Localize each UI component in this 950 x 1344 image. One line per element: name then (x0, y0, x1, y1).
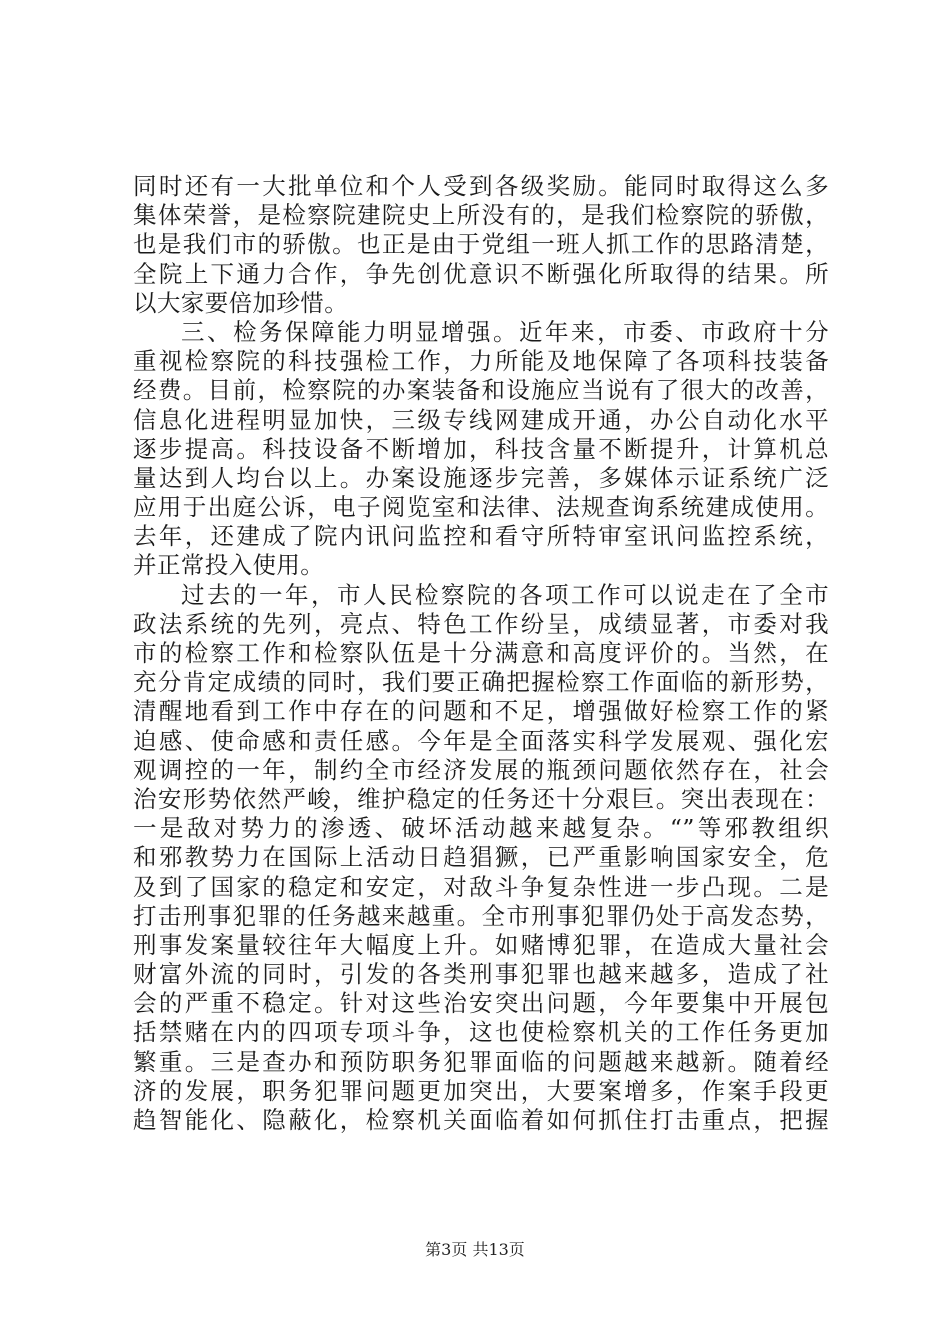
text-line: 和邪教势力在国际上活动日趋猖獗，已严重影响国家安全，危 (133, 843, 829, 872)
text-line: 趋智能化、隐蔽化，检察机关面临着如何抓住打击重点，把握 (133, 1106, 829, 1134)
text-line: 观调控的一年，制约全市经济发展的瓶颈问题依然存在，社会 (133, 755, 829, 784)
text-line: 去年，还建成了院内讯问监控和看守所特审室讯问监控系统， (133, 522, 829, 551)
text-line: 也是我们市的骄傲。也正是由于党组一班人抓工作的思路清楚， (133, 230, 829, 259)
text-line: 集体荣誉，是检察院建院史上所没有的，是我们检察院的骄傲， (133, 201, 829, 230)
text-line: 及到了国家的稳定和安定，对敌斗争复杂性进一步凸现。二是 (133, 872, 829, 901)
text-line: 信息化进程明显加快，三级专线网建成开通，办公自动化水平 (133, 405, 829, 434)
text-line: 政法系统的先列，亮点、特色工作纷呈，成绩显著，市委对我 (133, 609, 829, 638)
text-line: 三、检务保障能力明显增强。近年来，市委、市政府十分 (181, 317, 829, 346)
text-line: 财富外流的同时，引发的各类刑事犯罪也越来越多，造成了社 (133, 960, 829, 989)
text-line: 以大家要倍加珍惜。 (133, 288, 349, 317)
text-line: 量达到人均台以上。办案设施逐步完善，多媒体示证系统广泛 (133, 463, 829, 492)
text-line: 过去的一年，市人民检察院的各项工作可以说走在了全市 (181, 580, 829, 609)
page-footer: 第3页 共13页 (425, 1240, 525, 1259)
text-line: 并正常投入使用。 (133, 551, 325, 580)
text-line: 迫感、使命感和责任感。今年是全面落实科学发展观、强化宏 (133, 726, 829, 755)
text-line: 会的严重不稳定。针对这些治安突出问题，今年要集中开展包 (133, 989, 829, 1018)
text-line: 括禁赌在内的四项专项斗争，这也使检察机关的工作任务更加 (133, 1018, 829, 1047)
text-line: 清醒地看到工作中存在的问题和不足，增强做好检察工作的紧 (133, 697, 829, 726)
text-line: 充分肯定成绩的同时，我们要正确把握检察工作面临的新形势， (133, 668, 829, 697)
text-line: 治安形势依然严峻，维护稳定的任务还十分艰巨。突出表现在： (133, 784, 829, 813)
text-line: 应用于出庭公诉，电子阅览室和法律、法规查询系统建成使用。 (133, 493, 829, 522)
body-text (133, 172, 829, 1135)
text-line: 繁重。三是查办和预防职务犯罪面临的问题越来越新。随着经 (133, 1047, 829, 1076)
text-line: 济的发展，职务犯罪问题更加突出，大要案增多，作案手段更 (133, 1076, 829, 1105)
text-line: 全院上下通力合作，争先创优意识不断强化所取得的结果。所 (133, 259, 829, 288)
text-line: 重视检察院的科技强检工作，力所能及地保障了各项科技装备 (133, 347, 829, 376)
text-line: 刑事发案量较往年大幅度上升。如赌博犯罪，在造成大量社会 (133, 930, 829, 959)
text-line: 经费。目前，检察院的办案装备和设施应当说有了很大的改善， (133, 376, 829, 405)
text-line: 市的检察工作和检察队伍是十分满意和高度评价的。当然，在 (133, 639, 829, 667)
text-line: 打击刑事犯罪的任务越来越重。全市刑事犯罪仍处于高发态势， (133, 901, 829, 930)
text-line: 一是敌对势力的渗透、破坏活动越来越复杂。“”等邪教组织 (133, 814, 829, 843)
text-line: 逐步提高。科技设备不断增加，科技含量不断提升，计算机总 (133, 434, 829, 463)
text-line: 同时还有一大批单位和个人受到各级奖励。能同时取得这么多 (133, 172, 829, 200)
